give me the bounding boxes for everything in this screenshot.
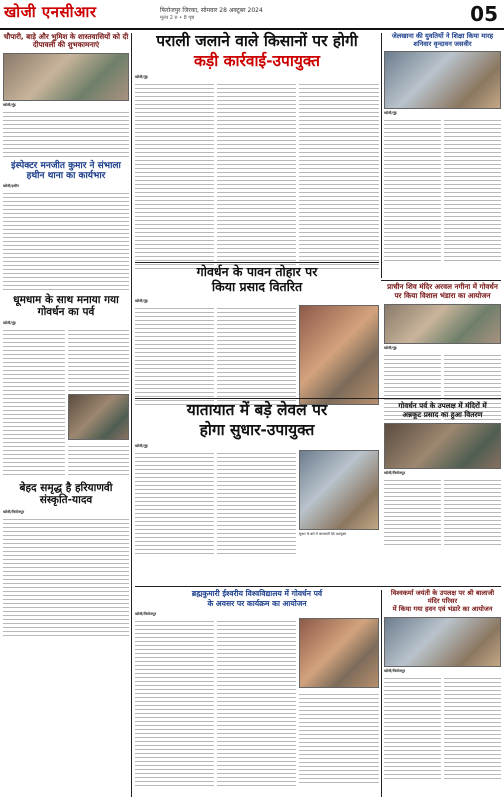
story-headline: गोवर्धन पर्व के उपलक्ष में मंदिरों में xyxy=(398,401,487,410)
story-headline: अन्नकूट प्रसाद का हुआ वितरण xyxy=(402,410,483,420)
story-photo xyxy=(68,394,129,440)
column-divider xyxy=(131,33,132,797)
section-divider xyxy=(381,280,501,281)
story-body xyxy=(135,450,214,556)
story-photo xyxy=(384,51,501,109)
story-byline: खोजी/फिरोजपुर xyxy=(384,668,406,673)
story-body xyxy=(217,450,296,556)
story-headline: बेहद समृद्ध है हरियाणवी संस्कृति-यादव xyxy=(19,482,113,507)
story-body xyxy=(384,675,441,779)
masthead xyxy=(0,0,504,30)
story-body xyxy=(135,618,214,786)
section-divider xyxy=(135,398,501,399)
story-body xyxy=(217,81,296,271)
transport-headline: यातायात में बड़े लेवल पर xyxy=(186,401,328,419)
story-byline: खोजी/नूंह xyxy=(384,111,397,116)
column-divider xyxy=(381,33,382,278)
story-body xyxy=(299,81,379,271)
story-body xyxy=(3,190,129,290)
story-photo xyxy=(299,618,379,688)
story-headline: ब्रह्मकुमारी ईश्वरीय विश्वविद्यालय में गोवर्धन पर्व xyxy=(191,589,323,598)
section-divider xyxy=(135,586,501,587)
story-headline: इंस्पेक्टर मनजीत कुमार ने संभाला हथीन थाना का कार्यभार xyxy=(11,160,121,181)
story-body xyxy=(217,305,296,405)
edition-info: मूल्य 2 रु • 8 पृष्ठ xyxy=(160,15,195,21)
vishwakarma-story xyxy=(384,590,501,779)
dateline: फिरोजपुर जिरका, सोमवार 28 अक्टूबर 2024 xyxy=(160,7,263,14)
story-body xyxy=(3,327,65,477)
govardhan-story xyxy=(135,265,379,405)
story-body xyxy=(3,109,129,157)
story-body xyxy=(384,477,441,545)
column-divider xyxy=(381,590,382,797)
story-body xyxy=(68,327,129,391)
left-column xyxy=(3,33,129,797)
story-photo xyxy=(384,423,501,469)
story-headline: किया प्रसाद वितरित xyxy=(211,279,303,295)
story-body xyxy=(384,117,441,262)
story-body xyxy=(217,618,296,786)
newspaper-logo: खोजी एनसीआर xyxy=(4,3,97,21)
story-body xyxy=(444,117,501,262)
story-byline: खोजी/फिरोजपुर xyxy=(384,470,406,475)
story-headline: चौपारी, बाड़े और भुमिश के शास्तवासियों को दी दीपावली की शुभकामनाएं xyxy=(3,32,129,50)
annakut-story xyxy=(384,402,501,545)
story-byline: खोजी/नूंह xyxy=(135,443,148,448)
story-headline: प्राचीन शिव मंदिर अरवल नगीना में गोवर्धन xyxy=(387,282,498,291)
story-photo xyxy=(384,304,501,344)
story-byline: खोजी/हथीन xyxy=(3,184,19,189)
story-headline: में किया गया हवन एवं भंडारे का आयोजन xyxy=(392,605,493,614)
story-body xyxy=(68,443,129,477)
transport-story xyxy=(135,402,379,556)
story-byline: खोजी/नूंह xyxy=(3,321,16,326)
story-headline: जेलखाना की युवतियों ने शिक्षा किया मारह शनिवार वृन्दावन जसवीर xyxy=(391,32,494,48)
transport-headline: होगा सुधार-उपायुक्त xyxy=(199,420,315,439)
story-body xyxy=(299,691,379,785)
story-body xyxy=(444,477,501,545)
lead-headline: पराली जलाने वाले किसानों पर होगी xyxy=(156,32,358,50)
lead-headline-red: कड़ी कार्रवाई-उपायुक्त xyxy=(194,51,320,70)
section-divider xyxy=(135,262,379,263)
story-byline: खोजी/नूंह xyxy=(135,74,148,79)
story-headline: पर किया विशाल भंडारा का आयोजन xyxy=(394,291,491,301)
story-byline: खोजी/फिरोजपुर xyxy=(3,509,25,514)
story-photo xyxy=(299,450,379,530)
brahma-story xyxy=(135,590,379,786)
story-byline: खोजी/नूंह xyxy=(384,345,397,350)
story-byline: खोजी/फिरोजपुर xyxy=(135,612,157,617)
story-photo xyxy=(299,305,379,405)
story-headline: विश्वकर्मा जयंती के उपलक्ष पर श्री बालाजी मंदिर परिसर xyxy=(390,589,495,605)
story-body xyxy=(135,81,214,271)
story-headline: के अवसर पर कार्यक्रम का आयोजन xyxy=(207,598,307,608)
story-body xyxy=(444,675,501,779)
story-photo xyxy=(384,617,501,667)
story-byline: खोजी/नूंह xyxy=(3,102,16,107)
story-byline: खोजी/नूंह xyxy=(135,298,148,303)
story-headline: गोवर्धन के पावन तोहार पर xyxy=(196,264,318,279)
right-top-story xyxy=(384,33,501,262)
page-number: 05 xyxy=(470,2,498,26)
lead-story xyxy=(135,33,379,271)
story-body xyxy=(135,305,214,405)
story-body xyxy=(3,516,129,636)
photo-caption: सुधार के बारे में जानकारी देते उपायुक्त xyxy=(299,531,347,536)
story-headline: धूमधाम के साथ मनाया गया गोवर्धन का पर्व xyxy=(13,294,119,319)
story-photo xyxy=(3,53,129,101)
